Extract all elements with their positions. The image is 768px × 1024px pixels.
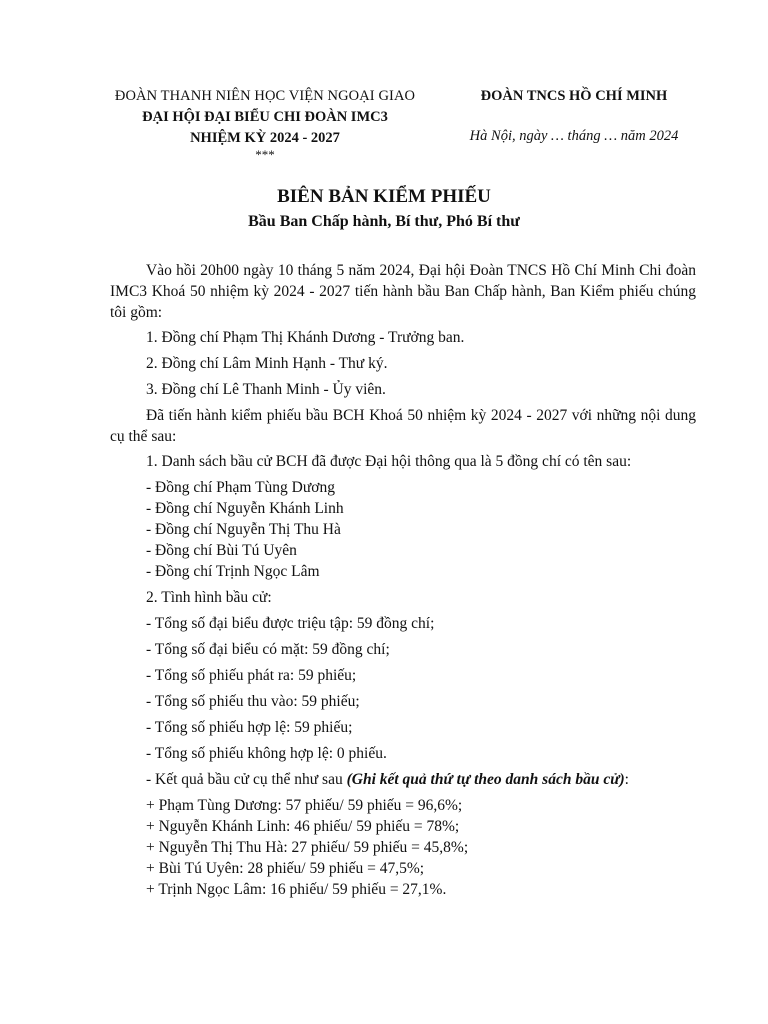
results-lead: - Kết quả bầu cử cụ thể như sau	[146, 771, 347, 788]
candidate-item: - Đồng chí Nguyễn Khánh Linh	[146, 500, 344, 517]
candidate-item: - Đồng chí Bùi Tú Uyên	[146, 542, 297, 559]
candidate-item: - Đồng chí Trịnh Ngọc Lâm	[146, 563, 320, 580]
stat-item: - Tổng số đại biểu được triệu tập: 59 đồng chí;	[146, 615, 435, 632]
committee-member: 2. Đồng chí Lâm Minh Hạnh - Thư ký.	[146, 355, 388, 372]
candidate-item: - Đồng chí Phạm Tùng Dương	[146, 479, 335, 496]
document-title: BIÊN BẢN KIỂM PHIẾU	[277, 186, 491, 207]
result-item: + Phạm Tùng Dương: 57 phiếu/ 59 phiếu = 96,6%;	[146, 797, 463, 814]
result-item: + Nguyễn Khánh Linh: 46 phiếu/ 59 phiếu = 78%;	[146, 818, 460, 835]
header-stars-separator: ***	[255, 147, 275, 162]
section2-heading: 2. Tình hình bầu cử:	[146, 589, 272, 606]
result-item: + Trịnh Ngọc Lâm: 16 phiếu/ 59 phiếu = 27,1%.	[146, 881, 447, 898]
results-colon: :	[624, 771, 629, 788]
result-item: + Nguyễn Thị Thu Hà: 27 phiếu/ 59 phiếu = 45,8%;	[146, 839, 469, 856]
result-item: + Bùi Tú Uyên: 28 phiếu/ 59 phiếu = 47,5%;	[146, 860, 425, 877]
header-place-date: Hà Nội, ngày … tháng … năm 2024	[469, 128, 679, 144]
header-congress-name: ĐẠI HỘI ĐẠI BIỂU CHI ĐOÀN IMC3	[142, 109, 388, 125]
stat-item: - Tổng số phiếu hợp lệ: 59 phiếu;	[146, 719, 353, 736]
header-union-name: ĐOÀN THANH NIÊN HỌC VIỆN NGOẠI GIAO	[114, 88, 416, 104]
stat-item: - Tổng số phiếu phát ra: 59 phiếu;	[146, 667, 357, 684]
document-body	[110, 260, 696, 900]
section1-heading: 1. Danh sách bầu cử BCH đã được Đại hội thông qua là 5 đồng chí có tên sau:	[146, 453, 632, 470]
conducted-paragraph: Đã tiến hành kiểm phiếu bầu BCH Khoá 50 nhiệm kỳ 2024 - 2027 với những nội dung cụ thể sau:	[110, 407, 696, 445]
header-national-block	[456, 86, 692, 147]
document-subtitle: Bầu Ban Chấp hành, Bí thư, Phó Bí thư	[248, 213, 520, 230]
stat-item: - Tổng số đại biểu có mặt: 59 đồng chí;	[146, 641, 390, 658]
stat-item: - Tổng số phiếu không hợp lệ: 0 phiếu.	[146, 745, 387, 762]
results-note: (Ghi kết quả thứ tự theo danh sách bầu cử)	[346, 771, 625, 788]
stat-item: - Tổng số phiếu thu vào: 59 phiếu;	[146, 693, 360, 710]
results-heading	[110, 769, 696, 790]
header-national-org: ĐOÀN TNCS HỒ CHÍ MINH	[480, 88, 668, 104]
header-term: NHIỆM KỲ 2024 - 2027	[190, 130, 340, 146]
candidate-item: - Đồng chí Nguyễn Thị Thu Hà	[146, 521, 341, 538]
committee-member: 1. Đồng chí Phạm Thị Khánh Dương - Trưởng ban.	[146, 329, 465, 346]
header-organization-block	[90, 86, 440, 161]
committee-member: 3. Đồng chí Lê Thanh Minh - Ủy viên.	[146, 381, 386, 398]
intro-paragraph: Vào hồi 20h00 ngày 10 tháng 5 năm 2024, Đại hội Đoàn TNCS Hồ Chí Minh Chi đoàn IMC3 Khoá 50 nhiệm kỳ 2024 - 2027 tiến hành bầu Ban Chấp hành, Ban Kiểm phiếu chúng tôi gồm:	[110, 262, 696, 321]
